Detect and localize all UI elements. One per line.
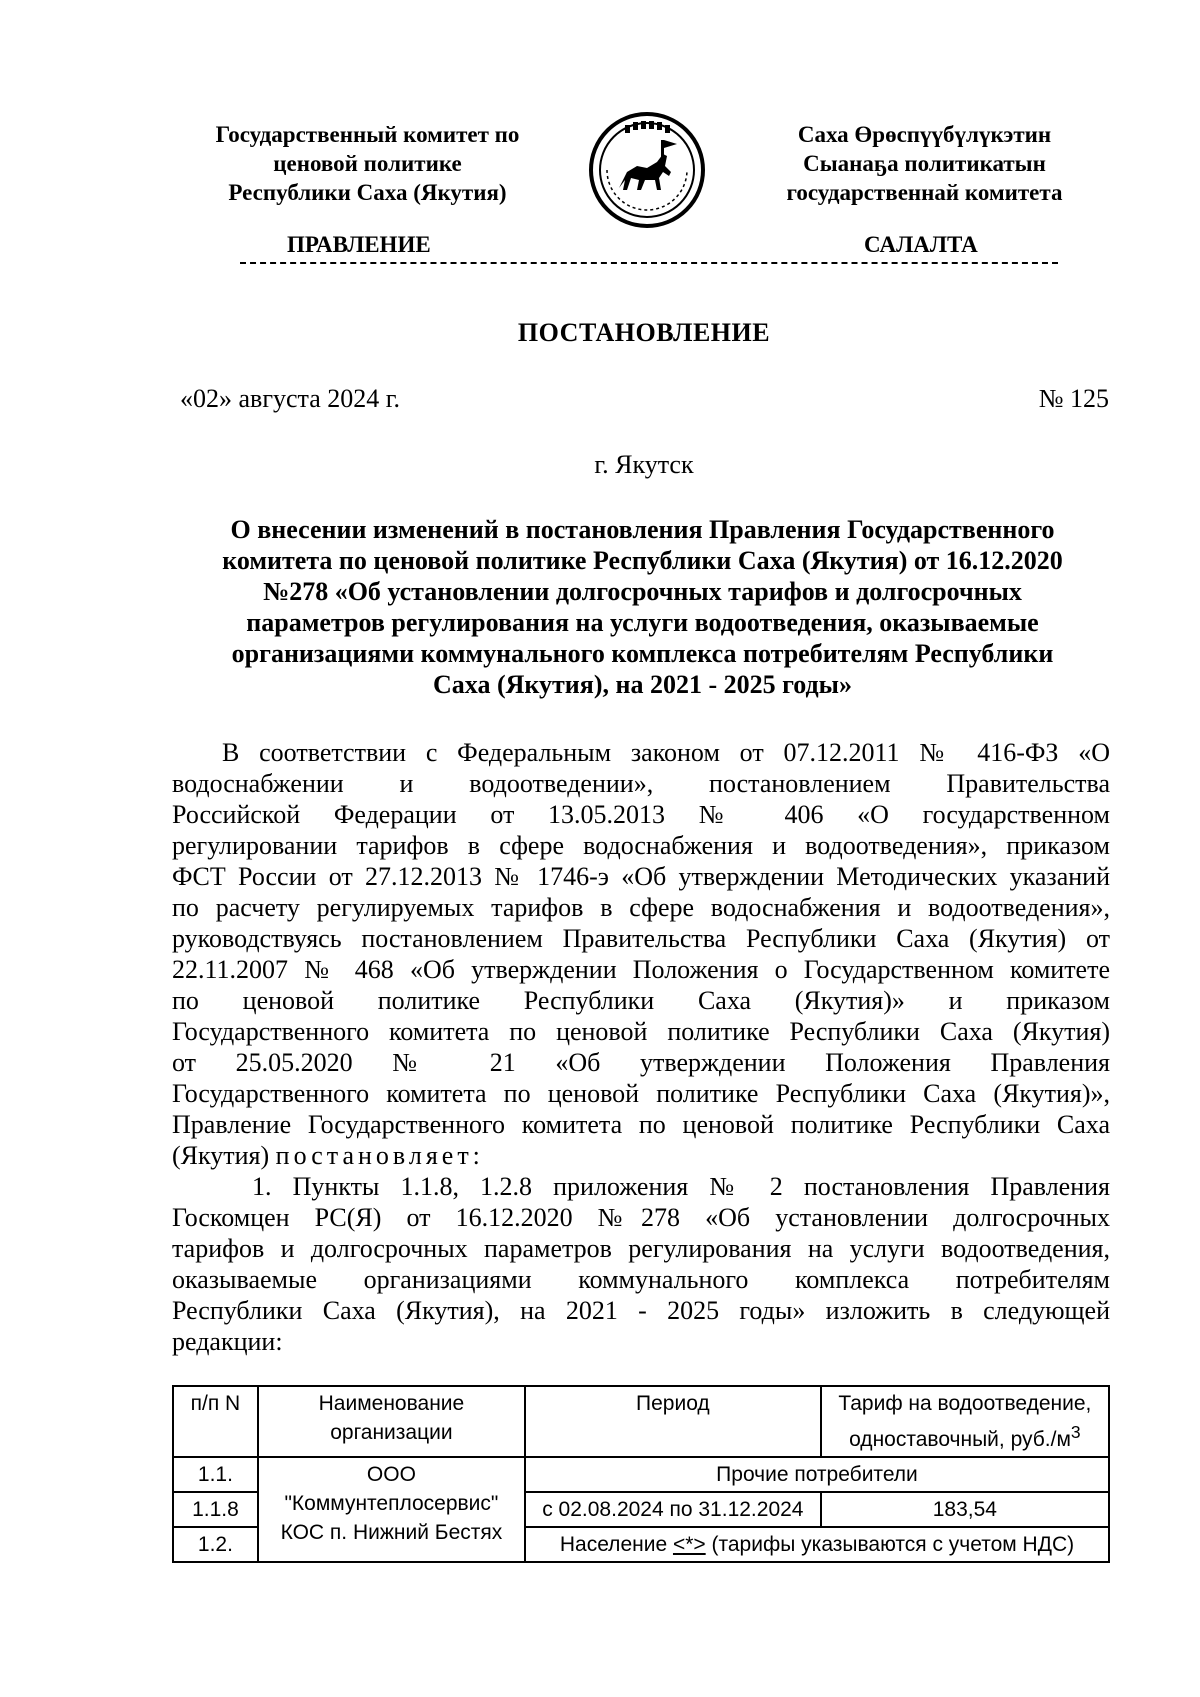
board-label-sakha: САЛАЛТА: [864, 232, 978, 257]
body-line: по расчету регулируемых тарифов в сфере водоснабжения и водоотведения»,: [172, 893, 1110, 922]
title-line: параметров регулирования на услуги водоотведения, оказываемые: [246, 608, 1039, 637]
group-suffix: (тарифы указываются с учетом НДС): [705, 1533, 1075, 1556]
committee-name-line: Республики Саха (Якутия): [228, 180, 507, 205]
committee-name-line: Государственный комитет по: [215, 122, 520, 147]
sakha-coat-of-arms-icon: [587, 110, 707, 230]
row-tariff: 183,54: [821, 1492, 1109, 1527]
committee-name-sakha: [752, 120, 1097, 207]
body-line: ФСТ России от 27.12.2013 № 1746-э «Об утверждении Методических указаний: [172, 862, 1110, 891]
header-tariff: [821, 1386, 1109, 1457]
body-line: Российской Федерации от 13.05.2013 № 406 «О государственном: [172, 800, 1110, 829]
document-number: № 125: [1038, 384, 1109, 413]
document-city: г. Якутск: [594, 450, 694, 479]
header-tariff-sup: 3: [1070, 1422, 1081, 1442]
item-line: тарифов и долгосрочных параметров регулирования на услуги водоотведения,: [172, 1234, 1110, 1263]
resolve-prefix: (Якутия): [172, 1141, 276, 1170]
body-line: руководствуясь постановлением Правительства Республики Саха (Якутия) от: [172, 924, 1110, 953]
resolve-line: [172, 1140, 1110, 1171]
header-org: Наименование организации: [258, 1386, 525, 1457]
body-line: Государственного комитета по ценовой политике Республики Саха (Якутия)»,: [172, 1079, 1110, 1108]
committee-name-line: Сыанаҕа политикатын: [803, 151, 1046, 176]
document-body: [172, 737, 1110, 1357]
row-num: 1.1.8: [173, 1492, 258, 1527]
org-name-line: КОС п. Нижний Бестях: [280, 1521, 503, 1544]
body-line: 22.11.2007 № 468 «Об утверждении Положения о Государственном комитете: [172, 955, 1110, 984]
org-name-line: ООО: [366, 1463, 416, 1486]
title-line: комитета по ценовой политике Республики Саха (Якутия) от 16.12.2020: [222, 546, 1063, 575]
body-line: водоснабжении и водоотведении», постановлением Правительства: [172, 769, 1110, 798]
title-line: №278 «Об установлении долгосрочных тарифов и долгосрочных: [263, 577, 1022, 606]
consumer-group: [525, 1527, 1109, 1562]
footnote-link[interactable]: <*>: [672, 1533, 706, 1556]
committee-name-line: государственнай комитета: [786, 180, 1063, 205]
board-label-russian: ПРАВЛЕНИЕ: [287, 232, 431, 257]
body-line: Правление Государственного комитета по ценовой политике Республики Саха: [172, 1110, 1110, 1139]
header-period: Период: [525, 1386, 821, 1457]
body-line: В соответствии с Федеральным законом от 07.12.2011 № 416-ФЗ «О: [222, 738, 1110, 767]
tariff-table: [172, 1385, 1110, 1563]
org-name-cell: [258, 1457, 525, 1562]
item-line: Республики Саха (Якутия), на 2021 - 2025 годы» изложить в следующей: [172, 1296, 1110, 1325]
committee-name-line: ценовой политике: [273, 151, 462, 176]
item-line: редакции:: [172, 1327, 283, 1356]
consumer-group: Прочие потребители: [525, 1457, 1109, 1492]
row-num: 1.1.: [173, 1457, 258, 1492]
org-name-line: "Коммунтеплосервис": [284, 1492, 499, 1515]
committee-name-russian: [190, 120, 545, 207]
table-row: [173, 1457, 1109, 1492]
row-num: 1.2.: [173, 1527, 258, 1562]
item-line: Госкомцен РС(Я) от 16.12.2020 №278 «Об установлении долгосрочных: [172, 1203, 1110, 1232]
title-line: Саха (Якутия), на 2021 - 2025 годы»: [433, 670, 852, 699]
title-line: О внесении изменений в постановления Правления Государственного: [230, 515, 1055, 544]
item-line: 1. Пункты 1.1.8, 1.2.8 приложения № 2 постановления Правления: [252, 1172, 1110, 1201]
header-tariff-text: Тариф на водоотведение, одноставочный, руб./м: [838, 1392, 1092, 1451]
title-line: организациями коммунального комплекса потребителям Республики: [231, 639, 1054, 668]
table-header-row: [173, 1386, 1109, 1457]
committee-name-line: Саха Өрөспүүбүлүкэтин: [797, 122, 1052, 147]
row-period: с 02.08.2024 по 31.12.2024: [525, 1492, 821, 1527]
body-line: Государственного комитета по ценовой политике Республики Саха (Якутия): [172, 1017, 1110, 1046]
resolve-word: постановляет:: [275, 1141, 484, 1170]
body-line: регулировании тарифов в сфере водоснабжения и водоотведения», приказом: [172, 831, 1110, 860]
header-divider: [240, 262, 1058, 264]
document-type: ПОСТАНОВЛЕНИЕ: [517, 318, 771, 347]
group-prefix: Население: [559, 1533, 673, 1556]
header-num: п/п N: [173, 1386, 258, 1457]
body-line: от 25.05.2020 № 21 «Об утверждении Положения Правления: [172, 1048, 1110, 1077]
body-line: по ценовой политике Республики Саха (Якутия)» и приказом: [172, 986, 1110, 1015]
document-title: [180, 514, 1105, 700]
item-line: оказываемые организациями коммунального комплекса потребителям: [172, 1265, 1110, 1294]
document-date: «02» августа 2024 г.: [180, 384, 400, 413]
